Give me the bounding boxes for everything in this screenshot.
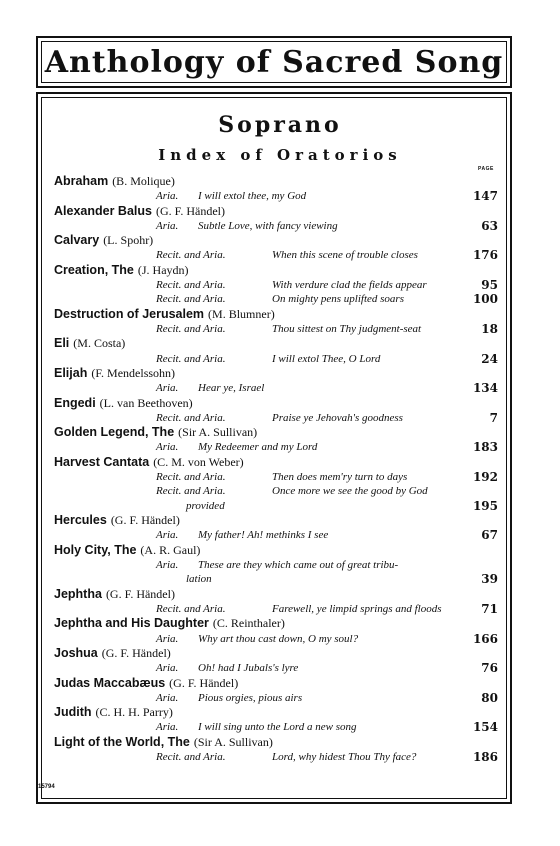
piece-title: Lord, why hidest Thou Thy face?	[272, 751, 417, 763]
piece-row	[0, 528, 560, 543]
piece-type: Aria.	[156, 190, 179, 203]
piece-title: Once more we see the good by God	[272, 485, 428, 498]
oratorio-entry	[0, 646, 560, 661]
oratorio-entry	[0, 174, 560, 189]
composer-name: (C. H. H. Parry)	[95, 705, 173, 720]
oratorio-title	[54, 587, 175, 602]
piece-row	[0, 352, 560, 367]
page-number: 67	[481, 528, 498, 543]
piece-title: I will extol Thee, O Lord	[272, 352, 381, 365]
piece-row	[0, 691, 560, 706]
piece-title: My father! Ah! methinks I see	[198, 529, 329, 542]
piece-row	[0, 470, 560, 485]
oratorio-title	[54, 366, 175, 381]
oratorio-title	[54, 396, 193, 411]
oratorio-entry	[0, 204, 560, 219]
composer-name: (G. F. Händel)	[110, 513, 180, 528]
page-number: 76	[481, 661, 498, 676]
oratorio-title-text: Creation, The	[54, 262, 134, 277]
oratorio-title-text: Alexander Balus	[54, 203, 152, 218]
oratorio-title-text: Eli	[54, 336, 70, 351]
piece-type: Recit. and Aria.	[156, 279, 226, 291]
piece-title: When this scene of trouble closes	[272, 249, 418, 262]
oratorio-entry	[0, 543, 560, 558]
oratorio-entry	[0, 233, 560, 248]
piece-type: Aria.	[156, 382, 179, 395]
oratorio-title	[54, 336, 125, 351]
index-subtitle: Index of Oratorios	[158, 146, 402, 164]
piece-type: Aria.	[156, 662, 179, 675]
piece-title: provided	[186, 499, 225, 512]
oratorio-title-text: Judas Maccabæus	[54, 675, 166, 690]
piece-type: Aria.	[156, 219, 179, 232]
page-number: 95	[481, 278, 498, 292]
piece-title: These are they which came out of great tribu-	[198, 559, 399, 571]
composer-name: (M. Blumner)	[208, 306, 275, 321]
composer-name: (Sir A. Sullivan)	[178, 425, 258, 440]
piece-type: Recit. and Aria.	[156, 249, 226, 262]
piece-type: Recit. and Aria.	[156, 751, 226, 763]
composer-name: (Sir A. Sullivan)	[193, 734, 273, 749]
piece-title: Hear ye, Israel	[198, 382, 265, 395]
oratorio-entry	[0, 336, 560, 351]
composer-name: (G. F. Händel)	[169, 675, 239, 690]
piece-type: Recit. and Aria.	[156, 293, 226, 306]
piece-type: Aria.	[156, 632, 179, 645]
piece-row	[0, 558, 560, 573]
page-number: 166	[472, 631, 498, 646]
piece-row	[0, 484, 560, 499]
oratorio-title	[54, 513, 180, 528]
oratorio-title-text: Jephtha	[54, 586, 102, 601]
oratorio-title-text: Engedi	[54, 395, 96, 410]
piece-row	[0, 661, 560, 676]
oratorio-title-text: Holy City, The	[54, 542, 137, 557]
oratorio-title	[54, 735, 273, 750]
title-frame	[36, 36, 512, 88]
piece-row	[0, 720, 560, 735]
page-column-header: PAGE	[478, 166, 494, 172]
oratorio-entry	[0, 735, 560, 750]
book-title: Anthology of Sacred Song	[44, 44, 504, 80]
page-number: 176	[472, 248, 498, 263]
oratorio-title	[54, 263, 189, 278]
piece-title: With verdure clad the fields appear	[272, 279, 427, 291]
oratorio-title-text: Abraham	[54, 174, 109, 188]
composer-name: (F. Mendelssohn)	[91, 366, 176, 380]
composer-name: (G. F. Händel)	[155, 203, 225, 218]
piece-type: Aria.	[156, 441, 179, 454]
piece-title: Praise ye Jehovah's goodness	[272, 411, 403, 424]
piece-row	[0, 499, 560, 514]
piece-type: Aria.	[156, 721, 179, 734]
piece-type: Recit. and Aria.	[156, 485, 226, 498]
piece-type: Recit. and Aria.	[156, 603, 226, 615]
piece-row	[0, 411, 560, 426]
oratorio-title	[54, 616, 285, 631]
piece-row	[0, 278, 560, 293]
piece-type: Aria.	[156, 691, 179, 704]
oratorio-title-text: Golden Legend, The	[54, 425, 175, 440]
piece-row	[0, 750, 560, 765]
piece-title: Thou sittest on Thy judgment-seat	[272, 323, 422, 335]
page-number: 154	[472, 720, 498, 735]
piece-title: I will sing unto the Lord a new song	[198, 721, 357, 734]
oratorio-title-text: Destruction of Jerusalem	[54, 306, 205, 321]
composer-name: (G. F. Händel)	[101, 646, 171, 660]
oratorio-title	[54, 233, 153, 248]
piece-row	[0, 440, 560, 455]
composer-name: (B. Molique)	[112, 174, 175, 188]
piece-row	[0, 572, 560, 587]
oratorio-entry	[0, 513, 560, 528]
oratorio-title-text: Calvary	[54, 233, 100, 248]
piece-row	[0, 219, 560, 234]
oratorio-title-text: Hercules	[54, 513, 107, 528]
composer-name: (L. Spohr)	[103, 233, 154, 248]
composer-name: (M. Costa)	[73, 336, 126, 351]
oratorio-title	[54, 455, 244, 470]
oratorio-title-text: Judith	[54, 705, 92, 720]
page-number: 71	[481, 602, 498, 616]
piece-title: Why art thou cast down, O my soul?	[198, 632, 359, 645]
oratorio-entry	[0, 425, 560, 440]
oratorio-title	[54, 646, 171, 661]
piece-type: Aria.	[156, 559, 179, 571]
oratorio-title	[54, 543, 200, 558]
page-number: 134	[472, 381, 498, 396]
piece-title: My Redeemer and my Lord	[198, 441, 318, 454]
piece-title: lation	[186, 573, 212, 586]
piece-title: Farewell, ye limpid springs and floods	[272, 603, 442, 615]
oratorio-title	[54, 174, 175, 189]
oratorio-entry	[0, 263, 560, 278]
piece-row	[0, 322, 560, 337]
piece-type: Recit. and Aria.	[156, 411, 226, 424]
piece-row	[0, 292, 560, 307]
piece-title: Oh! had I Jubals's lyre	[198, 662, 299, 675]
page-number: 39	[481, 572, 498, 587]
page-number: 24	[481, 351, 498, 366]
page-number: 186	[472, 750, 498, 764]
oratorio-entry	[0, 307, 560, 322]
page-number: 7	[489, 410, 498, 425]
composer-name: (L. van Beethoven)	[99, 395, 193, 410]
piece-row	[0, 248, 560, 263]
oratorio-entry	[0, 366, 560, 381]
oratorio-entry	[0, 616, 560, 631]
piece-title: On mighty pens uplifted soars	[272, 293, 404, 306]
oratorio-title	[54, 307, 275, 322]
piece-type: Recit. and Aria.	[156, 323, 226, 335]
page-number: 18	[481, 322, 498, 336]
oratorio-entry	[0, 455, 560, 470]
piece-title: I will extol thee, my God	[198, 190, 307, 203]
oratorio-title-text: Joshua	[54, 646, 98, 660]
composer-name: (G. F. Händel)	[105, 586, 175, 601]
oratorio-title	[54, 705, 173, 720]
oratorio-entry	[0, 587, 560, 602]
composer-name: (C. Reinthaler)	[212, 616, 285, 631]
oratorio-title-text: Light of the World, The	[54, 734, 190, 749]
oratorio-title-text: Jephtha and His Daughter	[54, 616, 209, 631]
composer-name: (C. M. von Weber)	[153, 454, 244, 469]
piece-row	[0, 602, 560, 617]
piece-title: Subtle Love, with fancy viewing	[198, 219, 338, 232]
oratorio-title	[54, 204, 225, 219]
piece-type: Recit. and Aria.	[156, 352, 226, 365]
piece-title: Pious orgies, pious airs	[198, 691, 303, 704]
voice-heading: Soprano	[218, 112, 342, 138]
piece-type: Aria.	[156, 529, 179, 542]
page-number: 147	[472, 189, 498, 204]
page-number: 195	[472, 498, 498, 513]
oratorio-entry	[0, 676, 560, 691]
oratorio-entry	[0, 705, 560, 720]
piece-row	[0, 381, 560, 396]
page-number: 100	[472, 292, 498, 307]
page-number: 63	[481, 218, 498, 233]
oratorio-title-text: Elijah	[54, 366, 88, 380]
piece-title: Then does mem'ry turn to days	[272, 471, 408, 483]
page-number: 192	[472, 470, 498, 484]
oratorio-entry	[0, 396, 560, 411]
page-number: 80	[481, 690, 498, 705]
oratorio-title-text: Harvest Cantata	[54, 454, 150, 469]
composer-name: (J. Haydn)	[137, 262, 189, 277]
composer-name: (A. R. Gaul)	[140, 542, 201, 557]
piece-row	[0, 189, 560, 204]
plate-number: 15794	[38, 784, 55, 790]
piece-type: Recit. and Aria.	[156, 471, 226, 483]
oratorio-title	[54, 676, 238, 691]
oratorio-title	[54, 425, 257, 440]
piece-row	[0, 632, 560, 647]
page-number: 183	[472, 440, 498, 455]
